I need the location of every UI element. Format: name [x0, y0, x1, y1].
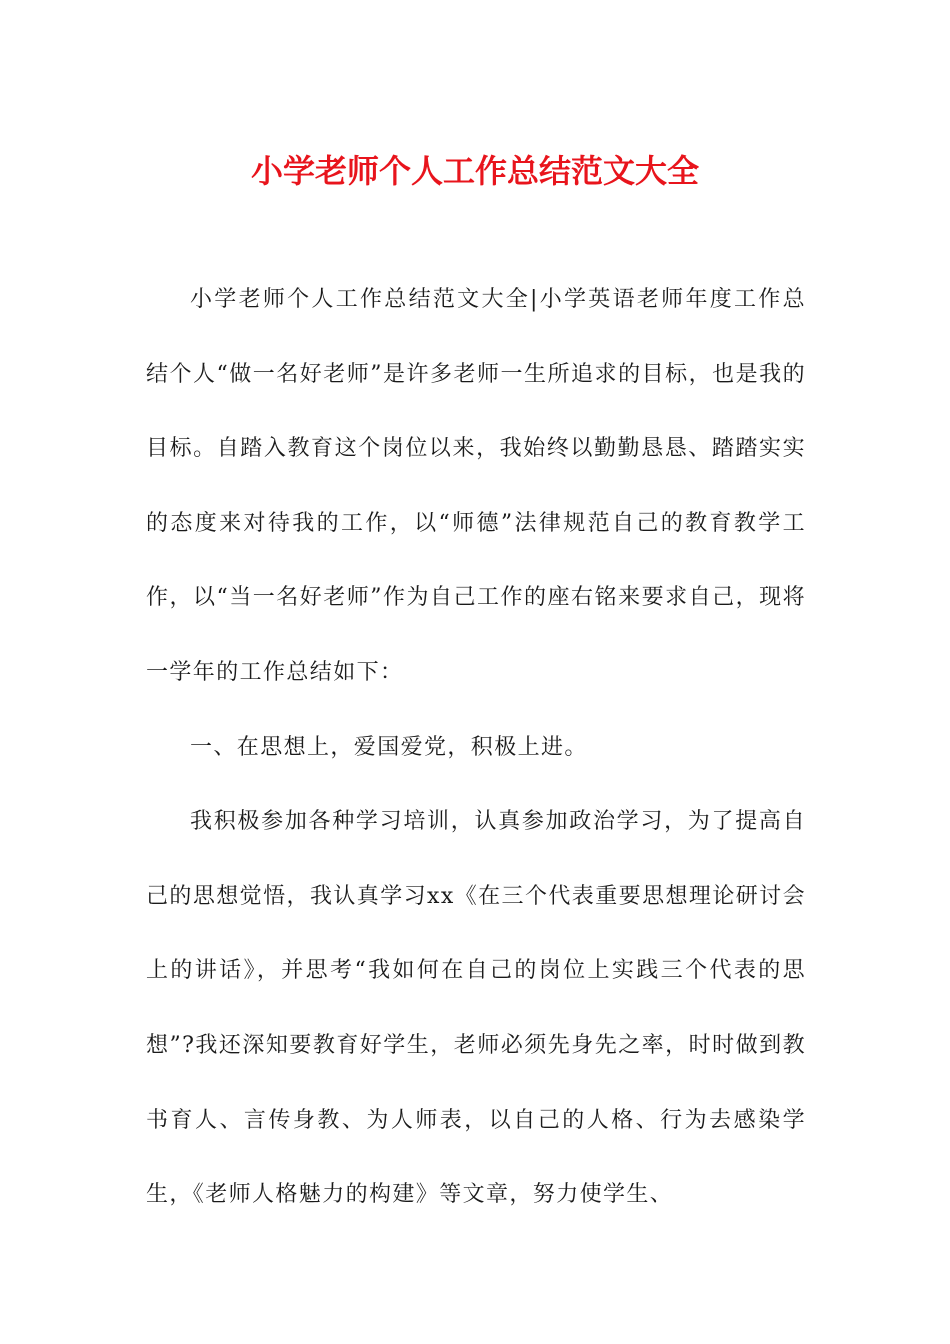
paragraph-study: 我积极参加各种学习培训，认真参加政治学习，为了提高自己的思想觉悟，我认真学习xx《在三个代表重要思想理论研讨会上的讲话》，并思考“我如何在自己的岗位上实践三个代表的思想”?我还深知要教育好学生，老师必须先身先之率，时时做到教书育人、言传身教、为人师表，以自己的人格、行为去感染学生，《老师人格魅力的构建》等文章，努力使学生、 — [146, 809, 806, 1208]
paragraph-intro: 小学老师个人工作总结范文大全|小学英语老师年度工作总结个人“做一名好老师”是许多老师一生所追求的目标，也是我的目标。自踏入教育这个岗位以来，我始终以勤勤恳恳、踏踏实实的态度来对待我的工作，以“师德”法律规范自己的教育教学工作，以“当一名好老师”作为自己工作的座右铭来要求自己，现将一学年的工作总结如下： — [146, 287, 806, 685]
document-title: 小学老师个人工作总结范文大全 — [250, 152, 699, 190]
document-body — [146, 263, 806, 1233]
paragraph-section-heading: 一、在思想上，爱国爱党，积极上进。 — [190, 734, 588, 760]
